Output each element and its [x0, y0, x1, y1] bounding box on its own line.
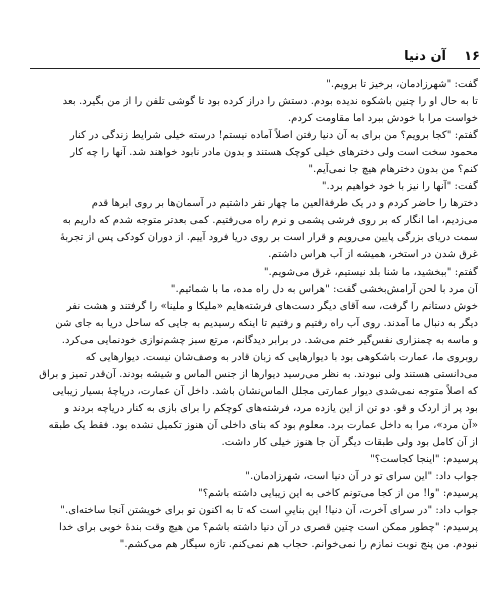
- text-line: جواب داد: "در سرای آخرت، آن دنیا! این بناییِ است که تا به اکنون تو برای خویشتن آنجا ساخته‌ای.": [60, 505, 478, 517]
- page-number: ۱۶: [464, 49, 480, 64]
- text-line: پرسیدم: "اینجا کجاست؟": [370, 454, 478, 466]
- text-line: گفت: "آنها را نیز با خود خواهیم برد.": [321, 181, 478, 193]
- text-line: تا به حال او را چنین باشکوه ندیده بودم. دستش را دراز کرده بود تا گوشی تلفن را از من بگیرد. بعد: [62, 96, 478, 108]
- text-line: که اصلاً متوجه نمی‌شدی دیوار عمارتی مجلل الماس‌نشان باشد. داخل آن عمارت، دریاچهٔ بسیار زیبایی: [52, 385, 478, 397]
- text-line: محمود سخت است ولی دخترهای خیلی کوچک هستند و بدون مادر نابود خواهند شد. آنها را چه کار: [70, 147, 478, 159]
- text-line: گفت: "شهرزادمان، برخیز تا برویم.": [326, 79, 478, 90]
- text-line: گفتم: "کجا برویم؟ من برای به آن دنیا رفتن اصلاً آماده نیستم! درسته خیلی شرایط زندگی در کنار: [69, 130, 478, 142]
- header-divider: [30, 68, 480, 69]
- text-line: می‌زدیم، اما انگار که بر روی فرشی پشمی و نرم راه می‌رفتیم. کمی بعدتر متوجه شدم که داریم به: [62, 215, 478, 227]
- page-header: [30, 48, 480, 68]
- text-line: آن مرد با لحن آرامش‌بخشی گفت: "هراس به دل راه مده، ما با شمائیم.": [170, 283, 478, 295]
- text-line: کنم؟ من بدون دخترهام هیچ جا نمی‌آیم.": [308, 164, 478, 176]
- text-line: روبروی ما، عمارت باشکوهی بود با دیوارهایی که زبان قادر به وصف‌شان نیست. دیوارهایی که: [85, 351, 478, 363]
- text-line: بود پر از اردک و قو. دو تن از این یازده مرد، فرشته‌های کوچکم را برای بازی به کنار دریاچه بردند و: [64, 402, 478, 414]
- text-line: پرسیدم: "وا! من از کجا می‌تونم کاخی به این زیبایی داشته باشم؟": [198, 488, 478, 500]
- page-body-text: [22, 76, 478, 553]
- book-title: آن دنیا: [404, 49, 446, 64]
- text-line: سمت دریای بزرگی پایین می‌رویم و قرار است بر روی دریا فرود آییم. از دوران کودکی پس از تجربهٔ: [59, 232, 478, 244]
- text-line: دخترها را حاضر کردم و در یک طرفةالعین ما چهار نفر داشتیم در آسمان‌ها بر روی ابرها قدم: [91, 198, 478, 210]
- text-line: و ماسه به چمنزاری نفس‌گیر ختم می‌شد. در برابر دیدگانم، مرتع سبز چشم‌نوازی خودنمایی می‌کرد.: [61, 334, 478, 346]
- text-line: نبودم. من پنج نوبت نمازم را نمی‌خوانم. حجاب هم نمی‌کنم. تازه سیگار هم می‌کشم.": [119, 539, 478, 551]
- running-head: [404, 48, 480, 66]
- text-line: خوش دستانم را گرفت، سه آقای دیگر دست‌های فرشته‌هایم «ملیکا و ملینا» را گرفتند و هشت نفر: [66, 300, 478, 312]
- text-line: گفتم: "ببخشید، ما شنا بلد نیستیم، غرق می‌شویم.": [263, 266, 478, 278]
- text-line: پرسیدم: "چطور ممکن است چنین قصری در آن دنیا داشته باشم؟ من هیچ وقت بندهٔ خوبی برای خدا: [59, 522, 478, 534]
- text-line: می‌دانستی هستند ولی نبودند. به نظر می‌رسید دیوارها از جنس الماس و شیشه بودند. آن‌قدر تمیز و براق: [39, 368, 478, 380]
- text-line: جواب داد: "این سرای تو در آن دنیا است، شهرزادمان.": [245, 471, 478, 483]
- text-line: از آن کامل بود ولی طبقات دیگر آن جا هنوز خیلی کار داشت.: [221, 436, 478, 448]
- text-line: غرق شدن در استخر، همیشه از آب هراس داشتم.: [268, 249, 478, 261]
- text-line: «آن مرد»، مرا به داخل عمارت برد. معلوم بود که بنای داخلی آن هنوز تکمیل نشده بود. فقط یک طبقه: [48, 419, 478, 431]
- text-line: دیگر به دنبال ما آمدند. روی آب راه رفتیم و رفتیم تا اینکه رسیدیم به جایی که ساحل دریا به جای شن: [55, 317, 478, 329]
- text-line: خواست مرا با خودش ببرد اما مقاومت کردم.: [287, 113, 478, 125]
